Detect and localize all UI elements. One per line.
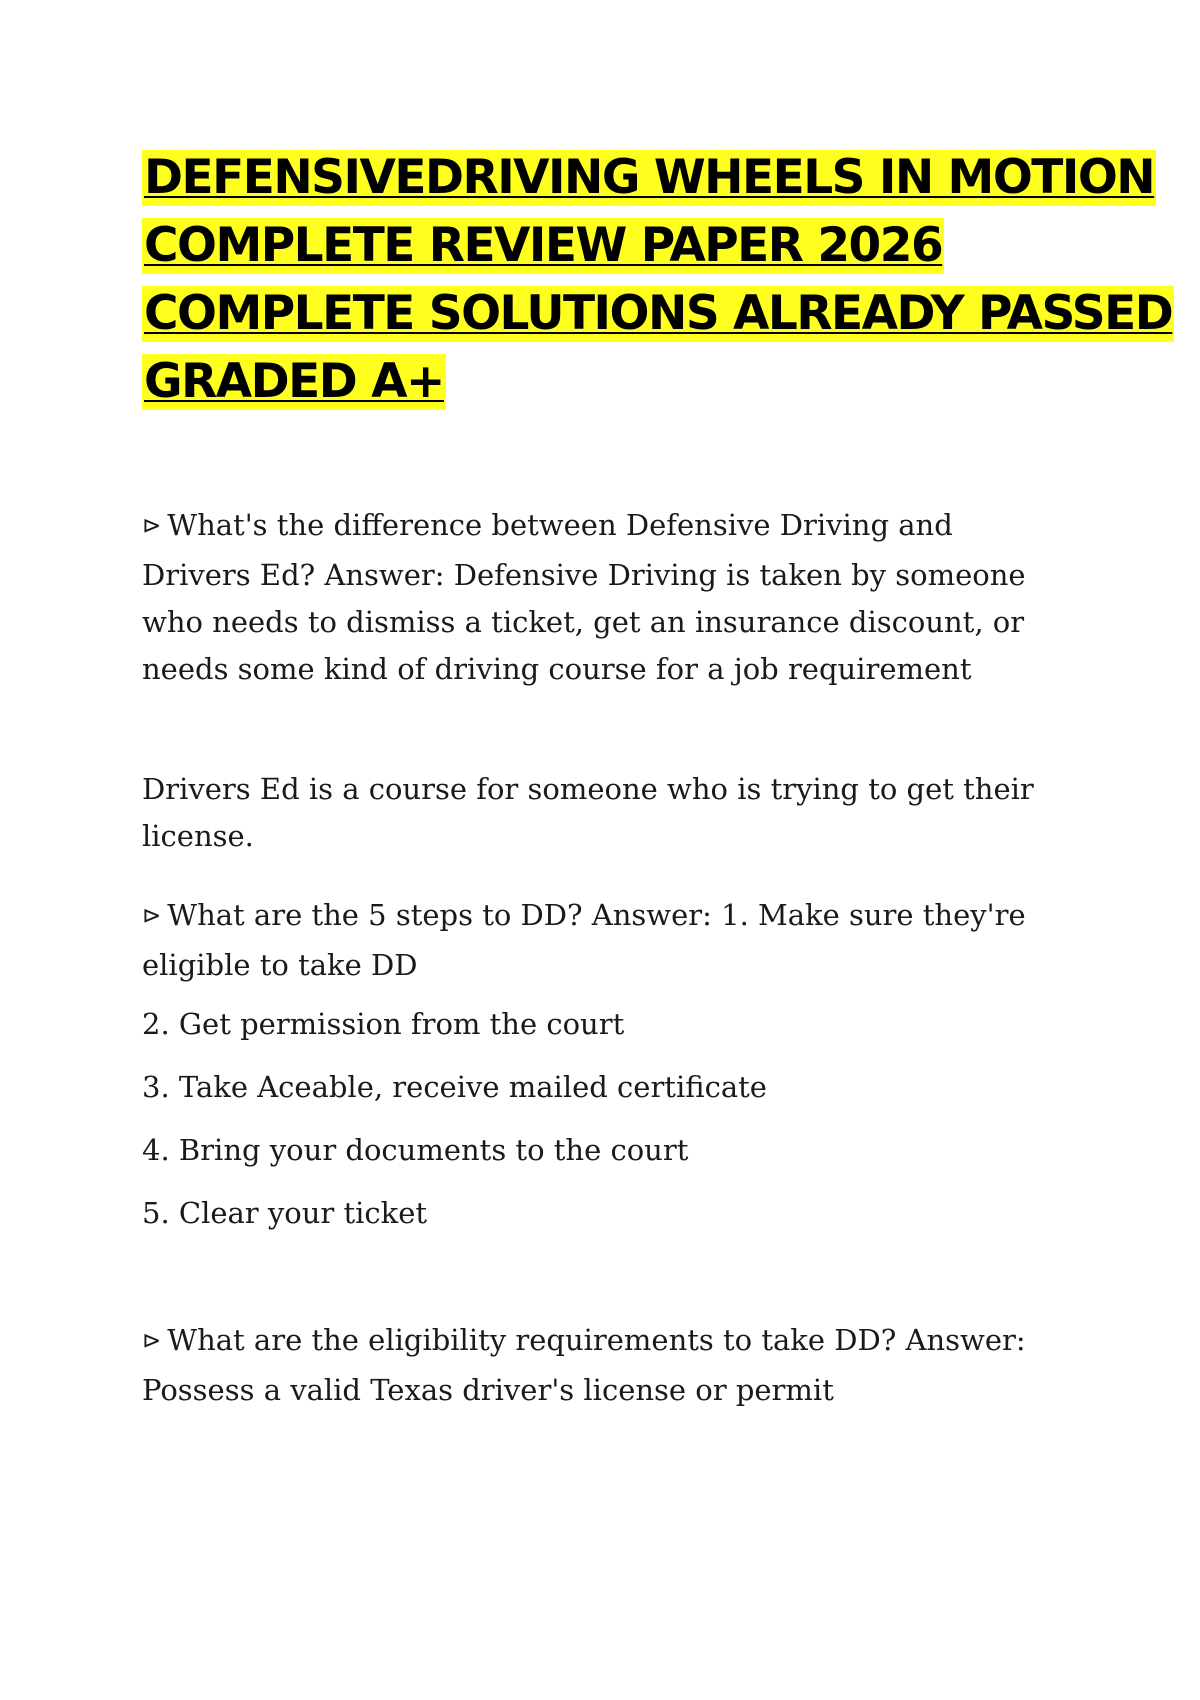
title-line-3: COMPLETE SOLUTIONS ALREADY PASSED <box>144 286 1173 341</box>
step-4: 4. Bring your documents to the court <box>142 1133 689 1167</box>
triangle-bullet-icon: ⊳ <box>142 513 162 539</box>
question-2-text: What are the 5 steps to DD? Answer: 1. Make sure they're eligible to take DD <box>142 898 1026 982</box>
question-3-text: What are the eligibility requirements to take DD? Answer: Possess a valid Texas driver's license or permit <box>142 1323 1026 1407</box>
step-5: 5. Clear your ticket <box>142 1196 428 1230</box>
title-line-1: DEFENSIVEDRIVING WHEELS IN MOTION <box>144 150 1155 205</box>
drivers-ed-paragraph <box>142 766 1067 860</box>
question-3 <box>142 1317 1067 1414</box>
question-1 <box>142 502 1067 693</box>
title-line-2: COMPLETE REVIEW PAPER 2026 <box>144 218 943 273</box>
step-2: 2. Get permission from the court <box>142 1007 625 1041</box>
step-3: 3. Take Aceable, receive mailed certificate <box>142 1070 767 1104</box>
title-line-4: GRADED A+ <box>144 354 444 409</box>
document-title <box>142 150 1173 422</box>
triangle-bullet-icon: ⊳ <box>142 1328 162 1354</box>
question-1-text: What's the difference between Defensive Driving and Drivers Ed? Answer: Defensive Driving is taken by someone who needs to dismiss a ticket, get an insurance discount, or needs some kind of driving course for a job requirement <box>142 508 1026 686</box>
question-2 <box>142 892 1067 1253</box>
drivers-ed-text: Drivers Ed is a course for someone who is trying to get their license. <box>142 772 1034 853</box>
triangle-bullet-icon: ⊳ <box>142 903 162 929</box>
